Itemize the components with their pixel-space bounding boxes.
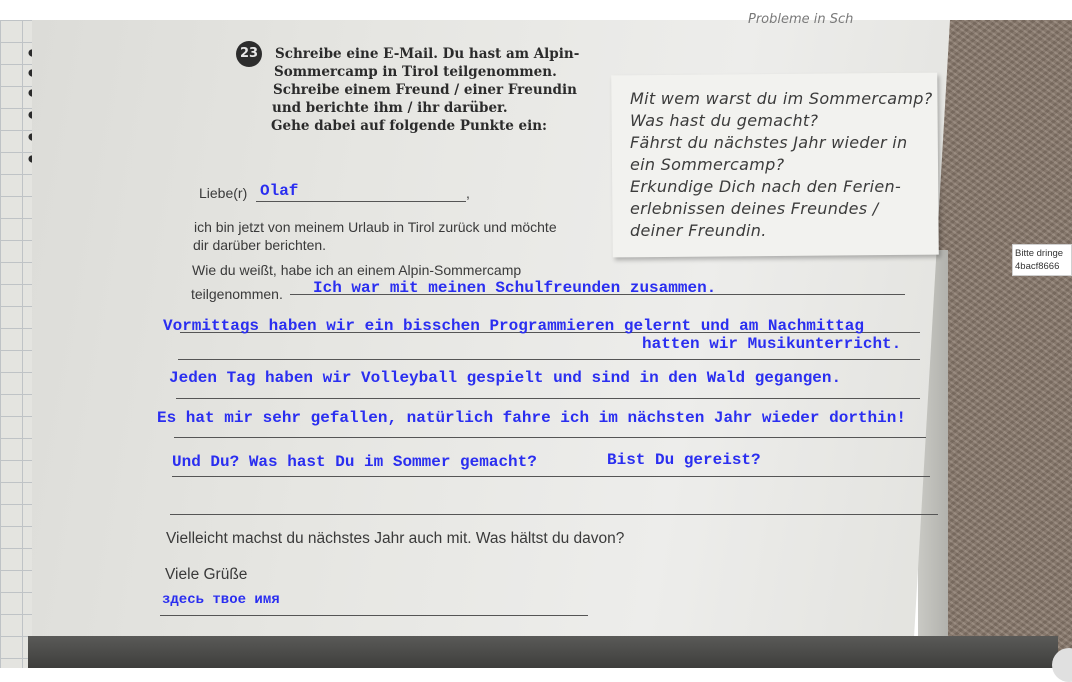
task-line: Sommercamp in Tirol teilgenommen. [274, 64, 557, 80]
carpet-background [930, 20, 1072, 668]
letter-intro-line: Wie du weißt, habe ich an einem Alpin-Sommercamp [192, 262, 522, 278]
answer-text: Und Du? Was hast Du im Sommer gemacht? [172, 453, 537, 471]
header-scribble: Probleme in Sch [748, 12, 854, 27]
task-line: und berichte ihm / ihr darüber. [272, 100, 508, 116]
answer-line [176, 398, 920, 399]
task-line: Gehe dabei auf folgende Punkte ein: [271, 118, 548, 134]
answer-line [170, 514, 938, 515]
signature-line [160, 615, 588, 616]
note-line: Erkundige Dich nach den Ferien- [630, 177, 902, 196]
note-line: Was hast du gemacht? [630, 111, 819, 130]
salutation-label: Liebe(r) [199, 185, 248, 201]
signature-answer: здесь твое имя [162, 592, 280, 608]
greeting: Viele Grüße [165, 566, 248, 583]
closing-question: Vielleicht machst du nächstes Jahr auch mit. Was hältst du davon? [166, 530, 625, 547]
task-line: Schreibe eine E-Mail. Du hast am Alpin- [275, 46, 580, 62]
answer-text: Bist Du gereist? [607, 451, 761, 469]
letter-intro-line: ich bin jetzt von meinem Urlaub in Tirol zurück und möchte [194, 219, 557, 235]
salutation-comma: , [466, 185, 470, 201]
answer-line [178, 359, 920, 360]
tooltip-popup [1012, 244, 1072, 276]
note-line: Mit wem warst du im Sommercamp? [630, 89, 933, 108]
answer-text: Ich war mit meinen Schulfreunden zusammen. [313, 279, 717, 297]
letter-intro-line: teilgenommen. [191, 286, 283, 302]
bottom-strip [28, 636, 1058, 668]
task-number-badge: 23 [236, 41, 262, 67]
note-line: erlebnissen deines Freundes / [630, 199, 879, 218]
letter-intro-line: dir darüber berichten. [193, 237, 327, 253]
answer-text: hatten wir Musikunterricht. [642, 335, 902, 353]
corner-button[interactable] [1052, 648, 1072, 682]
answer-line [172, 476, 930, 477]
answer-text: Jeden Tag haben wir Volleyball gespielt und sind in den Wald gegangen. [169, 369, 842, 387]
name-answer: Olaf [260, 182, 299, 200]
note-line: Fährst du nächstes Jahr wieder in [630, 133, 908, 152]
note-line: deiner Freundin. [630, 221, 767, 240]
answer-line [174, 437, 926, 438]
note-line: ein Sommercamp? [630, 155, 785, 174]
answer-text: Es hat mir sehr gefallen, natürlich fahre ich im nächsten Jahr wieder dorthin! [157, 409, 906, 427]
tooltip-line: 4bacf8666 [1015, 261, 1060, 272]
name-blank-line [256, 201, 466, 202]
tooltip-line: Bitte dringe [1015, 248, 1064, 259]
task-line: Schreibe einem Freund / einer Freundin [273, 82, 577, 98]
answer-text: Vormittags haben wir ein bisschen Programmieren gelernt und am Nachmittag [163, 317, 864, 335]
